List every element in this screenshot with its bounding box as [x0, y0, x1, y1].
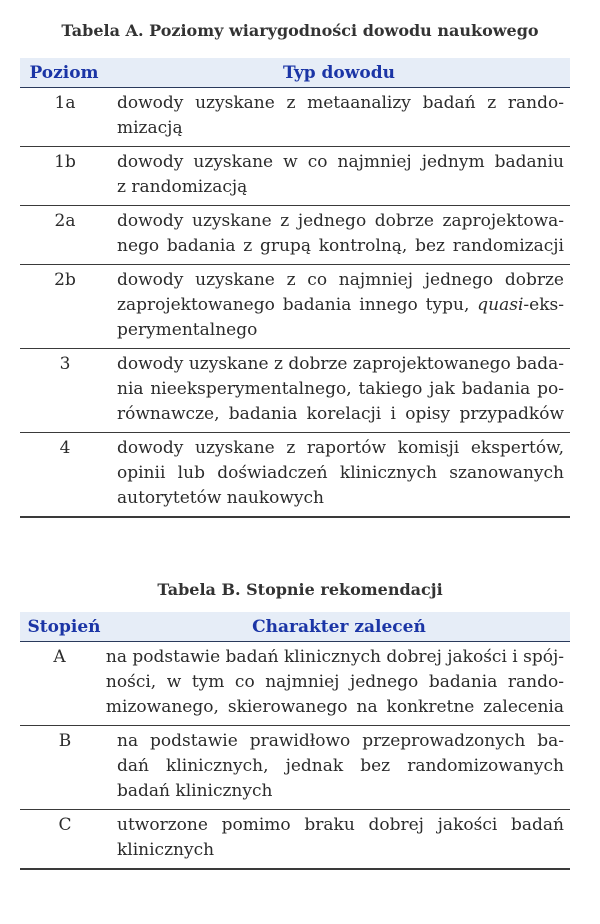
table-row: [20, 810, 570, 870]
table-b: [20, 612, 570, 870]
description-line: ności, w tym co najmniej jednego badania rando-: [105, 672, 564, 692]
row-description: [99, 645, 570, 720]
table-a-header: [20, 58, 570, 88]
description-line: nia nieeksperymentalnego, takiego jak badania po-: [117, 379, 564, 399]
description-line: dowody uzyskane w co najmniej jednym badaniu: [117, 152, 564, 172]
description-text: zaprojektowanego badania innego typu,: [117, 295, 478, 315]
row-level: 4: [59, 438, 71, 458]
row-level: 3: [59, 354, 71, 374]
row-description: [110, 813, 570, 863]
row-description: [110, 352, 570, 427]
description-line: dowody uzyskane z metaanalizy badań z rando-: [117, 93, 564, 113]
description-line: autorytetów naukowych: [117, 488, 324, 508]
column-header-grade: Stopień: [27, 616, 101, 637]
row-description: [110, 729, 570, 804]
row-level: 2a: [54, 211, 76, 231]
row-level: B: [58, 731, 72, 751]
table-row: [20, 147, 570, 206]
table-b-header: [20, 612, 570, 642]
description-line: dowody uzyskane z jednego dobrze zaprojektowa-: [117, 211, 564, 231]
table-row: [20, 433, 570, 518]
row-description: [110, 209, 570, 259]
row-level: A: [53, 647, 66, 667]
description-line: [117, 293, 564, 318]
column-header-type: Typ dowodu: [283, 62, 395, 83]
row-description: [110, 268, 570, 343]
description-line: równawcze, badania korelacji i opisy przypadków: [117, 404, 564, 424]
table-row: [20, 206, 570, 265]
description-line: na podstawie prawidłowo przeprowadzonych ba-: [117, 731, 564, 751]
italic-term: quasi: [477, 295, 524, 315]
description-line: klinicznych: [117, 840, 215, 860]
column-header-character: Charakter zaleceń: [252, 616, 426, 637]
table-b-caption: Tabela B. Stopnie rekomendacji: [157, 580, 443, 599]
row-description: [110, 436, 570, 511]
table-row: [20, 349, 570, 433]
description-line: dań klinicznych, jednak bez randomizowanych: [117, 756, 564, 776]
table-row: [20, 88, 570, 147]
table-row: [20, 726, 570, 810]
description-line: dowody uzyskane z co najmniej jednego dobrze: [117, 270, 564, 290]
description-line: nego badania z grupą kontrolną, bez randomizacji: [117, 236, 564, 256]
description-line: dowody uzyskane z dobrze zaprojektowanego bada-: [117, 354, 564, 374]
row-level: C: [58, 815, 72, 835]
description-text: -eks-: [523, 295, 564, 315]
table-a: [20, 58, 570, 518]
column-header-level: Poziom: [29, 62, 99, 83]
row-level: 2b: [54, 270, 76, 290]
description-line: z randomizacją: [117, 177, 248, 197]
description-line: na podstawie badań klinicznych dobrej jakości i spój-: [105, 647, 564, 667]
table-row: [20, 642, 570, 726]
description-line: dowody uzyskane z raportów komisji ekspertów,: [117, 438, 564, 458]
table-a-caption: Tabela A. Poziomy wiarygodności dowodu naukowego: [61, 21, 539, 40]
row-level: 1a: [54, 93, 76, 113]
description-line: opinii lub doświadczeń klinicznych szanowanych: [117, 463, 564, 483]
description-line: utworzone pomimo braku dobrej jakości badań: [117, 815, 564, 835]
row-level: 1b: [54, 152, 76, 172]
description-line: mizowanego, skierowanego na konkretne zalecenia: [105, 697, 564, 717]
description-line: perymentalnego: [117, 320, 258, 340]
row-description: [110, 150, 570, 200]
row-description: [110, 91, 570, 141]
table-row: [20, 265, 570, 349]
description-line: mizacją: [117, 118, 183, 138]
description-line: badań klinicznych: [117, 781, 273, 801]
